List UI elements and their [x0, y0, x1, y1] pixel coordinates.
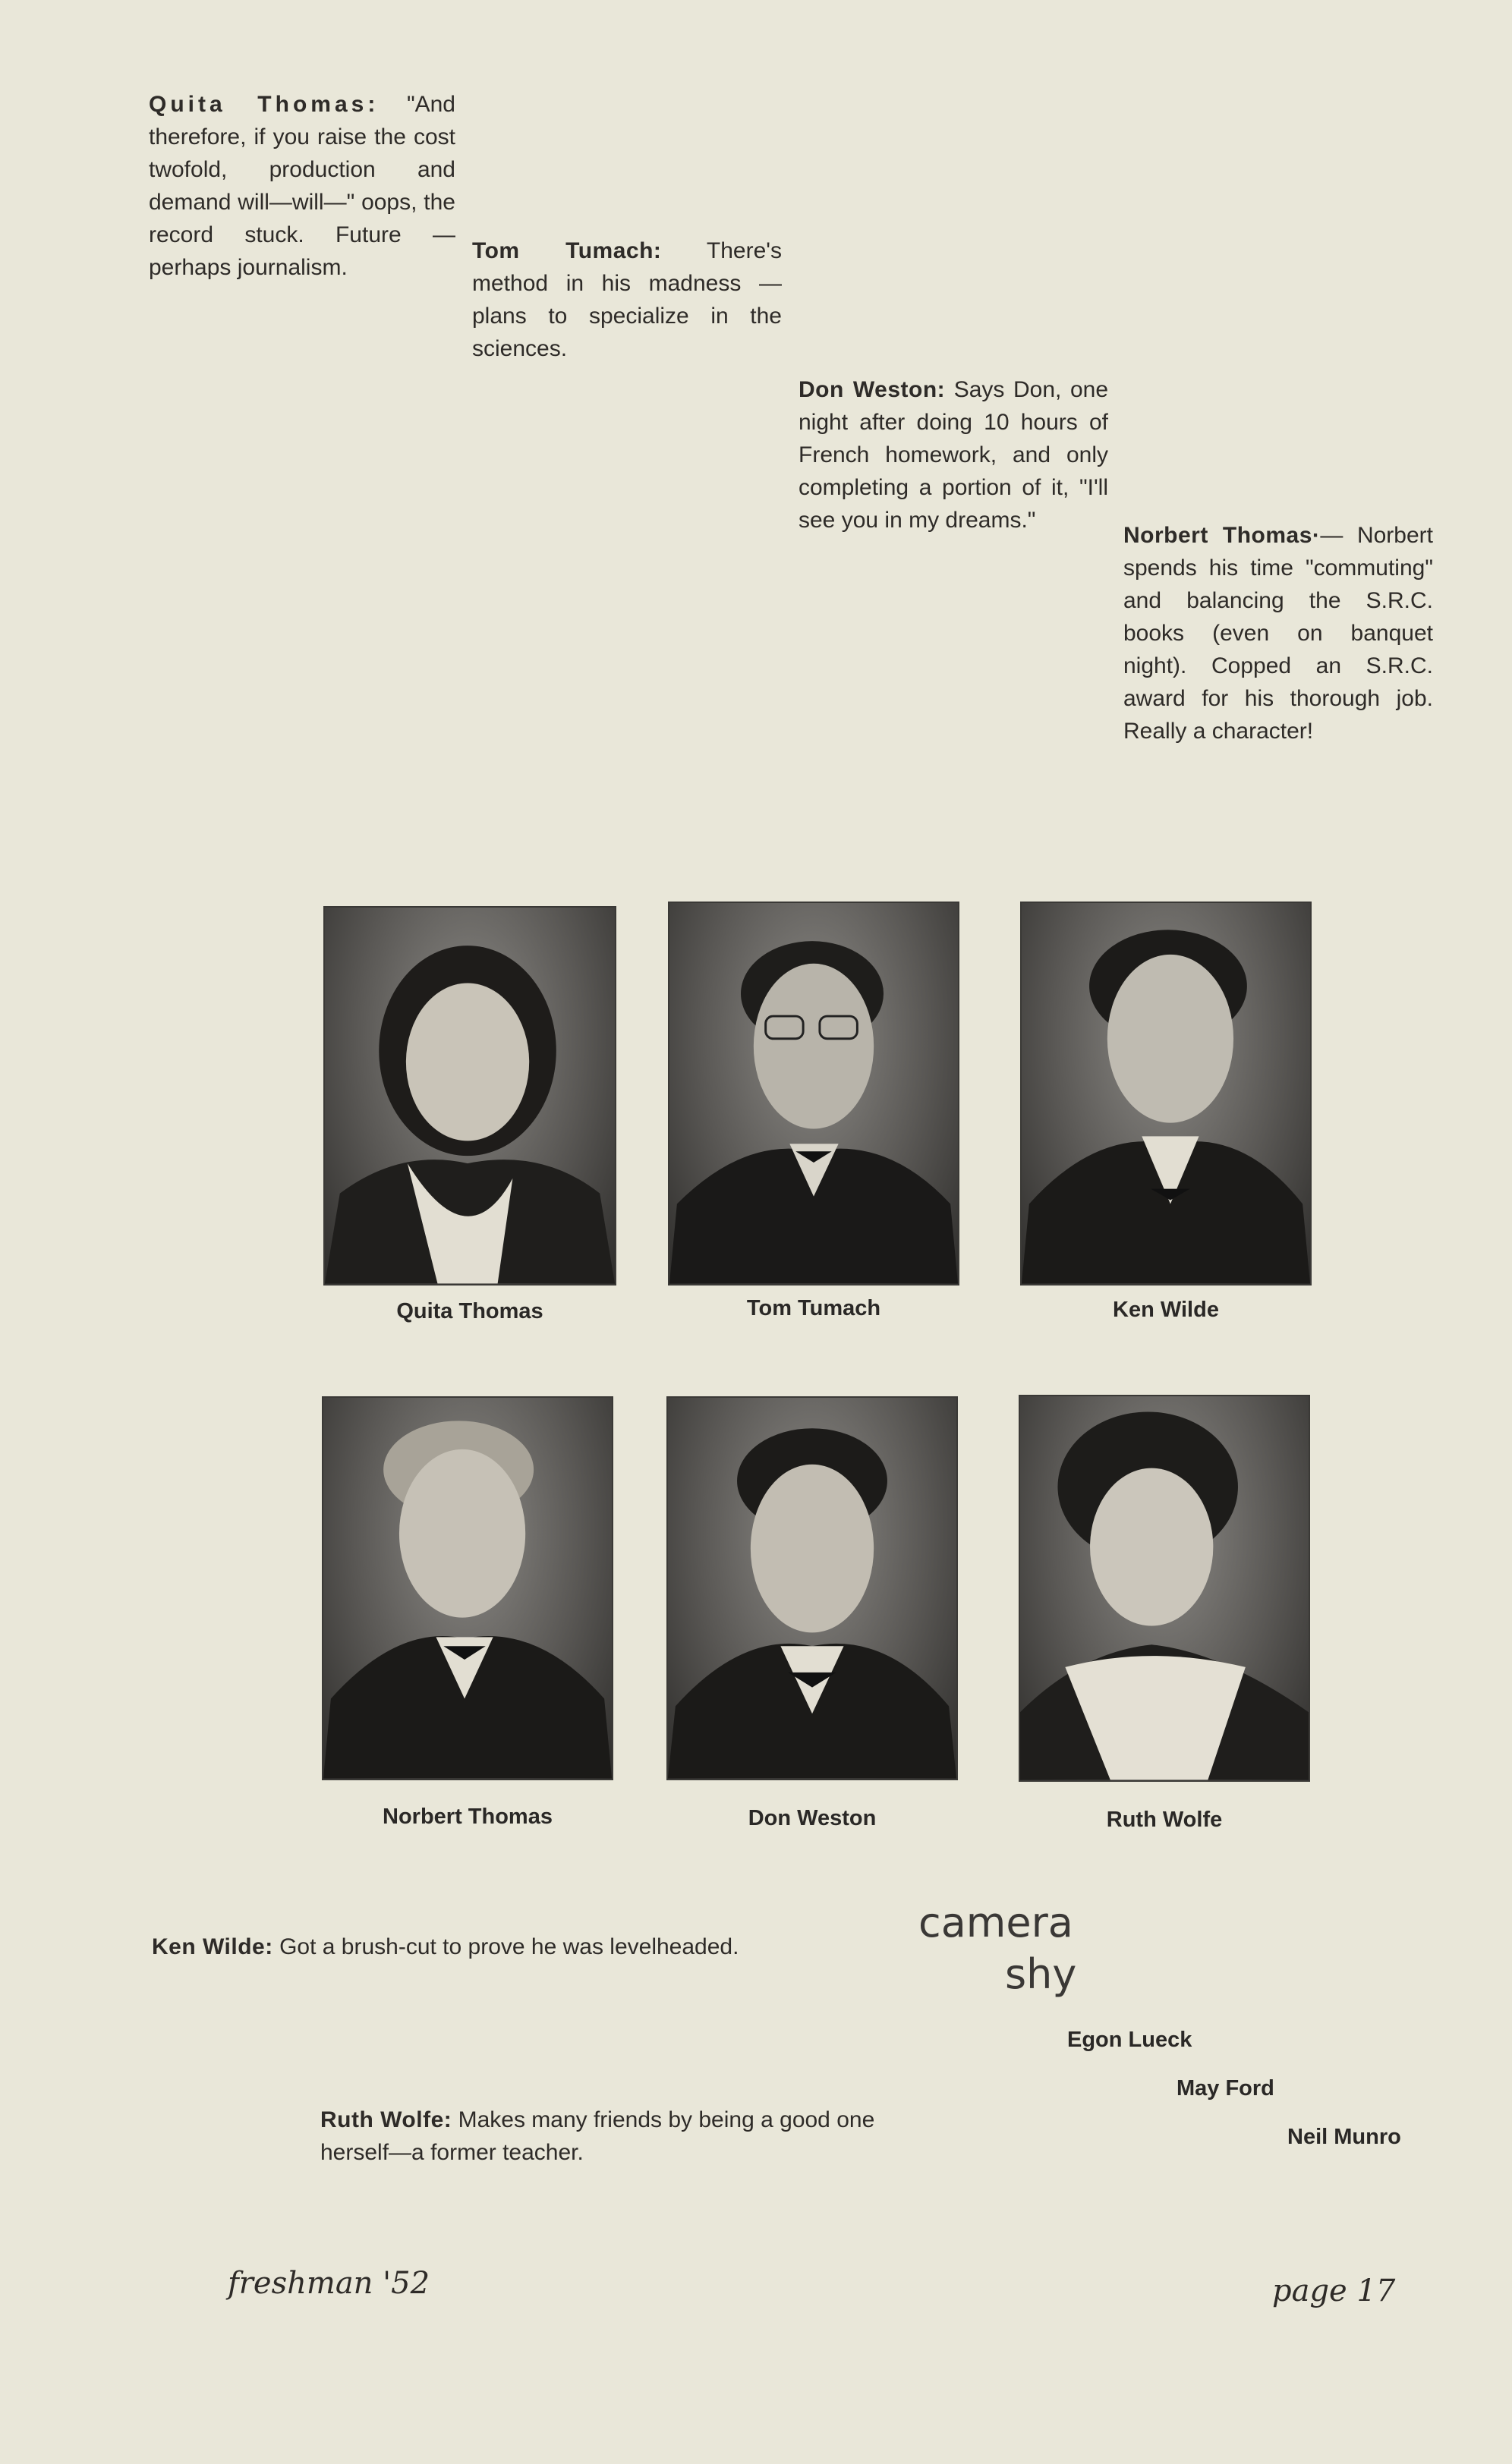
bio-text: Got a brush-cut to prove he was levelheaded.: [272, 1934, 739, 1959]
bio-name: Ken Wilde:: [152, 1934, 273, 1959]
camera-shy-name: Neil Munro: [1287, 2125, 1401, 2149]
portrait-caption: Quita Thomas: [396, 1299, 543, 1323]
portrait-man-icon: [323, 1398, 612, 1779]
bio-text: "And therefore, if you raise the cost twofold, production and demand will—will—" oops, the record stuck. Future — perhaps journalism.: [149, 92, 455, 280]
camera-shy-name: May Ford: [1177, 2076, 1274, 2101]
bio-norbert-thomas: [1123, 519, 1433, 747]
portrait-quita-thomas: [323, 906, 616, 1285]
portrait-caption: Ken Wilde: [1113, 1298, 1219, 1322]
portrait-man-icon: [1022, 903, 1310, 1284]
bio-name: Don Weston:: [799, 377, 946, 402]
camera-shy-name: Egon Lueck: [1067, 2028, 1192, 2052]
portrait-tom-tumach: [668, 902, 959, 1285]
bio-name: Tom Tumach:: [472, 238, 662, 263]
bio-tom-tumach: [472, 234, 782, 365]
portrait-woman-icon: [1020, 1396, 1309, 1780]
portrait-caption: Norbert Thomas: [383, 1805, 553, 1829]
bio-ruth-wolfe: [320, 2104, 935, 2169]
portrait-norbert-thomas: [322, 1396, 613, 1780]
bio-text: Makes many friends by being a good one herself—a former teacher.: [320, 2107, 875, 2165]
bio-don-weston: [799, 373, 1108, 537]
camera-shy-title-line1: camera: [918, 1899, 1073, 1946]
portrait-caption: Tom Tumach: [746, 1296, 881, 1320]
portrait-ruth-wolfe: [1019, 1395, 1310, 1782]
bio-text: — Norbert spends his time "commuting" and balancing the S.R.C. books (even on banquet night). Copped an S.R.C. award for his thorough job. Really a character!: [1123, 523, 1433, 744]
portrait-caption: Don Weston: [748, 1806, 877, 1830]
footer-left: freshman '52: [228, 2266, 430, 2301]
portrait-man-glasses-icon: [669, 903, 958, 1284]
bio-name: Norbert Thomas·: [1123, 523, 1321, 548]
bio-name: Quita Thomas:: [149, 92, 380, 117]
portrait-ken-wilde: [1020, 902, 1312, 1285]
camera-shy-title-line2: shy: [1005, 1950, 1077, 1998]
portrait-man-icon: [668, 1398, 956, 1779]
footer-page-number: page 17: [1272, 2274, 1396, 2308]
bio-text: Says Don, one night after doing 10 hours of French homework, and only completing a portion of it, "I'll see you in my dreams.": [799, 377, 1108, 533]
portrait-caption: Ruth Wolfe: [1106, 1808, 1223, 1832]
portrait-don-weston: [666, 1396, 958, 1780]
bio-text: There's method in his madness — plans to specialize in the sciences.: [472, 238, 783, 361]
portrait-woman-icon: [325, 908, 615, 1284]
bio-name: Ruth Wolfe:: [320, 2107, 452, 2132]
bio-quita-thomas: [149, 88, 455, 284]
bio-ken-wilde: [152, 1931, 762, 1963]
